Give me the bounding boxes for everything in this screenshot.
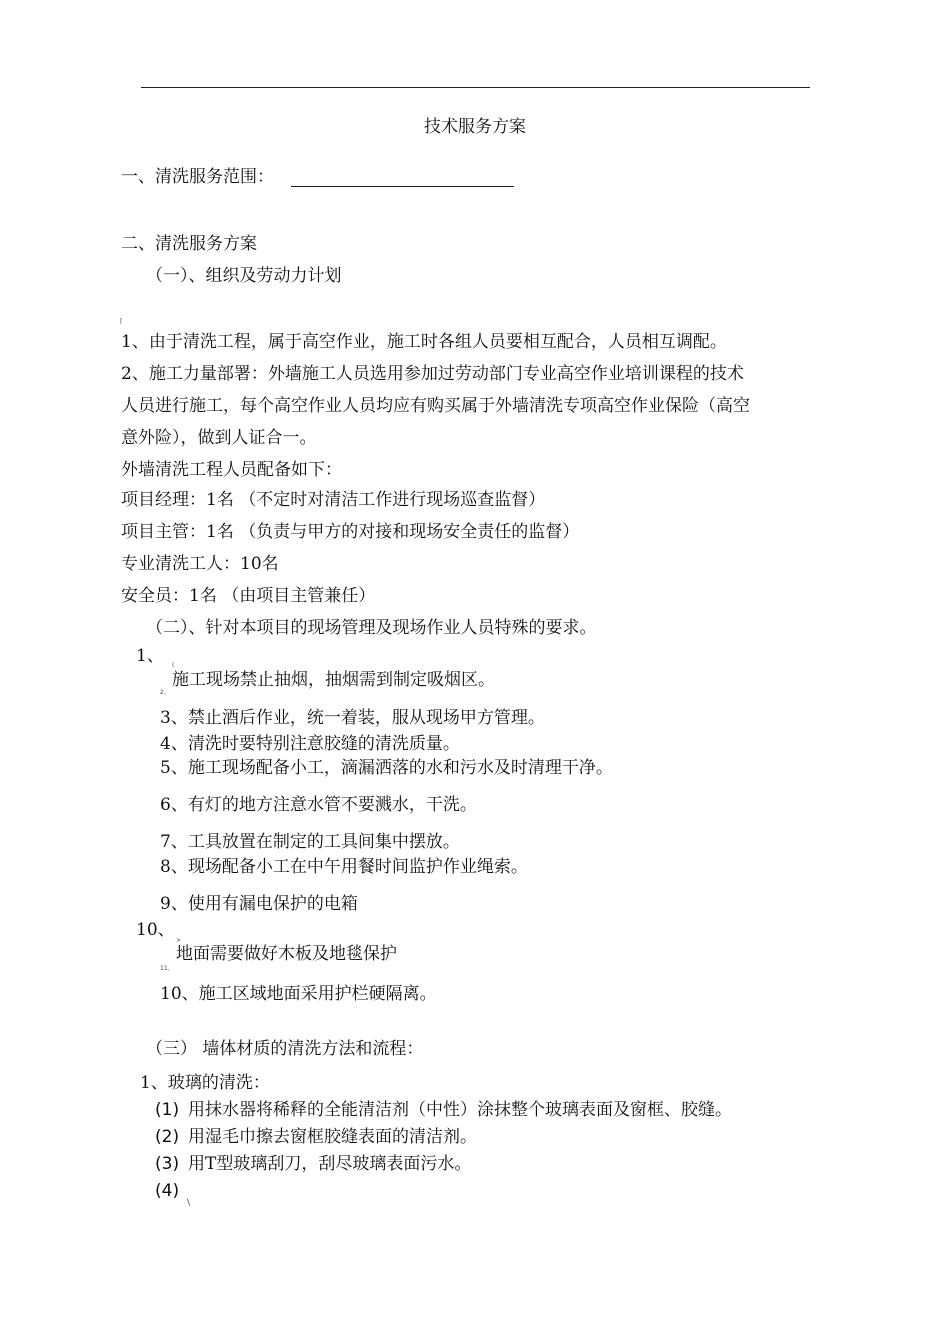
section-2-heading: 二、清洗服务方案 (121, 234, 257, 254)
step-text: 用T型玻璃刮刀，刮尽玻璃表面污水。 (188, 1154, 472, 1174)
paragraph-2-line-1: 2、施工力量部署：外墙施工人员选用参加过劳动部门专业高空作业培训课程的技术 (121, 364, 744, 384)
requirement-number: 10、 (136, 920, 175, 940)
requirement-item: 10、施工区域地面采用护栏硬隔离。 (160, 984, 437, 1004)
requirement-item: 5、施工现场配备小工，滴漏洒落的水和污水及时清理干净。 (160, 758, 613, 778)
stray-mark: [ (120, 318, 123, 325)
staff-line: 专业清洗工人：10名 (121, 554, 279, 574)
paragraph-2-line-3: 意外险），做到人证合一。 (121, 428, 317, 448)
paragraph-1: 1、由于清洗工程，属于高空作业，施工时各组人员要相互配合，人员相互调配。 (121, 332, 727, 352)
requirement-item: 地面需要做好木板及地毯保护 (176, 944, 397, 964)
small-number: 11、 (160, 965, 174, 972)
stray-mark: \ (187, 1198, 191, 1208)
header-rule (141, 87, 810, 88)
step-text: 用抹水器将稀释的全能清洁剂（中性）涂抹整个玻璃表面及窗框、胶缝。 (188, 1100, 732, 1120)
step-number: (3) (155, 1154, 180, 1174)
requirement-item: 9、使用有漏电保护的电箱 (160, 894, 358, 914)
scope-blank-line (291, 186, 514, 187)
small-number: 2、 (160, 689, 170, 696)
step-number: (4) (155, 1181, 180, 1201)
stray-mark: ( (172, 662, 175, 669)
requirement-number: 1、 (136, 646, 164, 666)
staff-line: 项目经理：1名 （不定时对清洁工作进行现场巡查监督） (121, 490, 546, 510)
document-title: 技术服务方案 (424, 117, 526, 137)
requirement-item: 3、禁止酒后作业，统一着装，服从现场甲方管理。 (160, 708, 545, 728)
staff-line: 安全员：1名 （由项目主管兼任） (121, 586, 376, 606)
requirement-item: 施工现场禁止抽烟，抽烟需到制定吸烟区。 (172, 670, 495, 690)
glass-heading: 1、玻璃的清洗： (140, 1073, 270, 1093)
step-text: 用湿毛巾擦去窗框胶缝表面的清洁剂。 (188, 1127, 477, 1147)
section-1-heading: 一、清洗服务范围： (121, 167, 274, 187)
stray-mark: > (176, 937, 182, 944)
staff-intro: 外墙清洗工程人员配备如下： (121, 460, 342, 480)
step-number: (1) (155, 1100, 180, 1120)
requirement-item: 7、工具放置在制定的工具间集中摆放。 (160, 832, 460, 852)
requirement-item: 8、现场配备小工在中午用餐时间监护作业绳索。 (160, 857, 528, 877)
subsection-1-heading: （一）、组织及劳动力计划 (146, 266, 342, 286)
requirement-item: 4、清洗时要特别注意胶缝的清洗质量。 (160, 734, 460, 754)
subsection-2-heading: （二）、针对本项目的现场管理及现场作业人员特殊的要求。 (146, 618, 597, 638)
subsection-3-heading: （三） 墙体材质的清洗方法和流程： (146, 1039, 424, 1059)
requirement-item: 6、有灯的地方注意水管不要溅水，干洗。 (160, 795, 477, 815)
step-number: (2) (155, 1127, 180, 1147)
staff-line: 项目主管：1名 （负责与甲方的对接和现场安全责任的监督） (121, 522, 580, 542)
paragraph-2-line-2: 人员进行施工，每个高空作业人员均应有购买属于外墙清洗专项高空作业保险（高空 (121, 396, 750, 416)
